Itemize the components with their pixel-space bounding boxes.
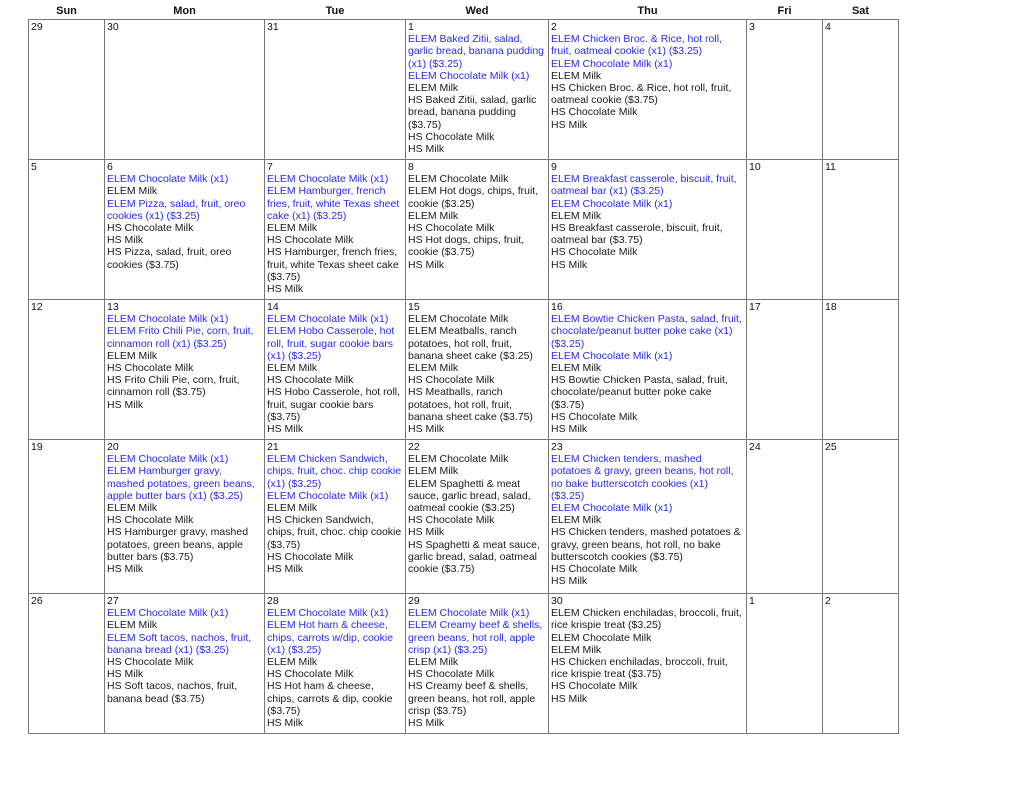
weekday-fri: Fri [777,4,792,17]
ordered-menu-item[interactable]: ELEM Chicken Broc. & Rice, hot roll, fruit, oatmeal cookie (x1) ($3.25) [551,33,722,58]
ordered-menu-item[interactable]: ELEM Chocolate Milk (x1) [551,349,673,362]
day-number: 29 [31,21,43,33]
ordered-menu-item[interactable]: ELEM Chocolate Milk (x1) [267,313,389,326]
menu-item: ELEM Milk [107,349,158,362]
menu-item: HS Hamburger, french fries, fruit, white Texas sheet cake ($3.75) [267,246,399,283]
menu-item: HS Milk [107,668,144,681]
day-cell[interactable] [823,594,899,734]
day-number: 20 [107,441,119,453]
menu-item: HS Chocolate Milk [107,222,194,235]
menu-item: HS Milk [551,118,588,131]
menu-item: HS Meatballs, ranch potatoes, hot roll, fruit, banana sheet cake ($3.75) [408,386,533,423]
menu-item: HS Milk [267,423,304,436]
day-number: 10 [749,161,761,173]
day-cell[interactable] [105,440,265,594]
day-cell[interactable] [105,300,265,440]
menu-item: HS Chocolate Milk [408,374,495,387]
menu-item: HS Chocolate Milk [267,550,354,563]
menu-item: ELEM Chocolate Milk [408,313,509,326]
ordered-menu-item[interactable]: ELEM Chocolate Milk (x1) [107,173,229,186]
ordered-menu-item[interactable]: ELEM Pizza, salad, fruit, oreo cookies (x1) ($3.25) [107,197,246,222]
ordered-menu-item[interactable]: ELEM Chocolate Milk (x1) [267,173,389,186]
menu-item: ELEM Chicken enchiladas, broccoli, fruit, rice krispie treat ($3.25) [551,607,742,632]
day-number: 21 [267,441,279,453]
day-cell[interactable] [747,440,823,594]
day-cell[interactable] [823,20,899,160]
ordered-menu-item[interactable]: ELEM Soft tacos, nachos, fruit, banana bread (x1) ($3.25) [107,631,252,656]
day-cell[interactable] [747,594,823,734]
menu-item: HS Hamburger gravy, mashed potatoes, green beans, apple butter bars ($3.75) [107,526,249,563]
ordered-menu-item[interactable]: ELEM Chocolate Milk (x1) [267,489,389,502]
day-number: 6 [107,161,113,173]
day-number: 1 [408,21,414,33]
day-number: 18 [825,301,837,313]
day-number: 2 [825,595,831,607]
menu-item: HS Milk [267,563,304,576]
menu-item: HS Milk [408,717,445,730]
menu-item: HS Chocolate Milk [408,130,495,143]
day-number: 25 [825,441,837,453]
menu-item: ELEM Milk [107,619,158,632]
menu-item: HS Chocolate Milk [408,514,495,527]
ordered-menu-item[interactable]: ELEM Frito Chili Pie, corn, fruit, cinnamon roll (x1) ($3.25) [107,325,254,350]
day-number: 2 [551,21,557,33]
menu-item: HS Chocolate Milk [551,246,638,259]
day-cell[interactable] [265,20,406,160]
day-number: 22 [408,441,420,453]
ordered-menu-item[interactable]: ELEM Chocolate Milk (x1) [551,57,673,70]
day-number: 24 [749,441,761,453]
day-cell[interactable] [747,300,823,440]
weekday-sun: Sun [56,4,77,17]
menu-item: ELEM Meatballs, ranch potatoes, hot roll, fruit, banana sheet cake ($3.25) [408,325,533,362]
menu-item: ELEM Milk [408,209,459,222]
ordered-menu-item[interactable]: ELEM Chocolate Milk (x1) [408,607,530,620]
menu-item: ELEM Chocolate Milk [408,453,509,466]
ordered-menu-item[interactable]: ELEM Baked Zitii, salad, garlic bread, banana pudding (x1) ($3.25) [408,33,545,70]
menu-item: HS Chocolate Milk [408,222,495,235]
day-number: 1 [749,595,755,607]
menu-item: ELEM Milk [551,362,602,375]
day-number: 31 [267,21,279,33]
day-number: 13 [107,301,119,313]
day-number: 27 [107,595,119,607]
ordered-menu-item[interactable]: ELEM Chocolate Milk (x1) [267,607,389,620]
ordered-menu-item[interactable]: ELEM Hamburger, french fries, fruit, white Texas sheet cake (x1) ($3.25) [267,185,400,222]
day-cell[interactable] [549,20,747,160]
day-cell[interactable] [549,300,747,440]
day-number: 12 [31,301,43,313]
day-cell[interactable] [29,300,105,440]
menu-item: HS Milk [551,692,588,705]
ordered-menu-item[interactable]: ELEM Chocolate Milk (x1) [107,607,229,620]
day-cell[interactable] [747,20,823,160]
menu-item: HS Chocolate Milk [107,656,194,669]
menu-item: ELEM Milk [408,656,459,669]
day-number: 3 [749,21,755,33]
day-cell[interactable] [549,440,747,594]
menu-item: HS Chicken tenders, mashed potatoes & gravy, green beans, hot roll, no bake butterscotch cookies ($3.75) [551,526,741,563]
menu-item: HS Milk [408,143,445,156]
day-number: 28 [267,595,279,607]
ordered-menu-item[interactable]: ELEM Chocolate Milk (x1) [551,502,673,515]
weekday-mon: Mon [173,4,196,17]
day-number: 7 [267,161,273,173]
day-cell[interactable] [549,594,747,734]
menu-item: ELEM Milk [267,656,318,669]
menu-item: HS Soft tacos, nachos, fruit, banana bead ($3.75) [107,680,238,705]
menu-item: HS Hobo Casserole, hot roll, fruit, sugar cookie bars ($3.75) [267,386,401,423]
week-row [29,160,899,300]
menu-item: ELEM Milk [551,69,602,82]
ordered-menu-item[interactable]: ELEM Chicken Sandwich, chips, fruit, choc. chip cookie (x1) ($3.25) [267,453,402,490]
ordered-menu-item[interactable]: ELEM Breakfast casserole, biscuit, fruit, oatmeal bar (x1) ($3.25) [551,173,737,198]
menu-item: HS Chocolate Milk [267,374,354,387]
ordered-menu-item[interactable]: ELEM Chocolate Milk (x1) [408,69,530,82]
day-number: 11 [825,161,836,173]
day-number: 14 [267,301,279,313]
day-number: 4 [825,21,831,33]
ordered-menu-item[interactable]: ELEM Hamburger gravy, mashed potatoes, green beans, apple butter bars (x1) ($3.25) [107,465,255,502]
day-cell[interactable] [29,594,105,734]
day-cell[interactable] [823,300,899,440]
day-cell[interactable] [406,300,549,440]
menu-item: HS Baked Zitii, salad, garlic bread, banana pudding ($3.75) [408,94,537,131]
day-cell[interactable] [265,300,406,440]
menu-item: HS Milk [551,258,588,271]
day-number: 16 [551,301,563,313]
menu-item: ELEM Milk [551,514,602,527]
menu-item: ELEM Spaghetti & meat sauce, garlic bread, salad, oatmeal cookie ($3.25) [408,477,531,515]
menu-item: HS Chocolate Milk [107,514,194,527]
menu-item: ELEM Milk [107,185,158,198]
day-cell[interactable] [265,594,406,734]
menu-item: HS Milk [408,526,445,539]
menu-item: ELEM Milk [551,643,602,656]
menu-item: ELEM Milk [107,502,158,515]
menu-item: HS Milk [551,575,588,588]
menu-item: HS Chicken Sandwich, chips, fruit, choc. chip cookie ($3.75) [267,514,402,551]
week-row [29,300,899,440]
menu-item: HS Frito Chili Pie, corn, fruit, cinnamon roll ($3.75) [107,374,240,399]
ordered-menu-item[interactable]: ELEM Chocolate Milk (x1) [107,313,229,326]
day-cell[interactable] [406,440,549,594]
day-cell[interactable] [823,440,899,594]
day-cell[interactable] [265,440,406,594]
day-cell[interactable] [265,160,406,300]
ordered-menu-item[interactable]: ELEM Chocolate Milk (x1) [551,197,673,210]
day-number: 26 [31,595,43,607]
menu-item: HS Chocolate Milk [267,668,354,681]
menu-item: HS Chocolate Milk [551,563,638,576]
menu-item: HS Milk [267,717,304,730]
menu-item: ELEM Milk [551,209,602,222]
day-number: 17 [749,301,761,313]
menu-item: HS Breakfast casserole, biscuit, fruit, oatmeal bar ($3.75) [551,222,723,247]
menu-item: HS Milk [408,258,445,271]
weekday-tue: Tue [325,4,345,17]
menu-item: ELEM Hot dogs, chips, fruit, cookie ($3.25) [408,185,539,210]
menu-item: HS Milk [107,563,144,576]
day-number: 23 [551,441,563,453]
menu-item: HS Chocolate Milk [267,234,354,247]
day-cell[interactable] [406,160,549,300]
menu-item: HS Chocolate Milk [551,410,638,423]
day-number: 30 [551,595,563,607]
day-cell[interactable] [105,160,265,300]
lunch-calendar [28,2,899,734]
day-number: 30 [107,21,119,33]
week-row [29,20,899,160]
day-cell[interactable] [29,160,105,300]
day-cell[interactable] [406,594,549,734]
menu-item: HS Chicken enchiladas, broccoli, fruit, rice krispie treat ($3.75) [551,656,728,681]
menu-item: HS Milk [107,398,144,411]
day-cell[interactable] [105,20,265,160]
menu-item: HS Pizza, salad, fruit, oreo cookies ($3.75) [107,246,232,271]
weekday-sat: Sat [851,4,870,17]
menu-item: HS Bowtie Chicken Pasta, salad, fruit, chocolate/peanut butter poke cake ($3.75) [551,374,728,411]
menu-item: ELEM Milk [267,362,318,375]
day-cell[interactable] [549,160,747,300]
week-row [29,440,899,594]
menu-item: HS Milk [408,423,445,436]
menu-item: HS Spaghetti & meat sauce, garlic bread, salad, oatmeal cookie ($3.75) [408,538,540,576]
menu-item: ELEM Chocolate Milk [408,173,509,186]
ordered-menu-item[interactable]: ELEM Chicken tenders, mashed potatoes & gravy, green beans, hot roll, no bake butterscotch cookies (x1) ($3.25) [551,453,734,502]
day-cell[interactable] [29,20,105,160]
menu-item: HS Hot ham & cheese, chips, carrots & dip, cookie ($3.75) [267,680,393,717]
menu-item: HS Chicken Broc. & Rice, hot roll, fruit, oatmeal cookie ($3.75) [551,82,732,107]
menu-item: HS Chocolate Milk [551,106,638,119]
weekday-wed: Wed [465,4,489,17]
ordered-menu-item[interactable]: ELEM Hot ham & cheese, chips, carrots w/dip, cookie (x1) ($3.25) [267,619,394,656]
weekday-thu: Thu [637,4,658,17]
menu-item: HS Milk [267,283,304,296]
menu-item: ELEM Milk [408,82,459,95]
day-number: 19 [31,441,43,453]
day-number: 29 [408,595,420,607]
ordered-menu-item[interactable]: ELEM Chocolate Milk (x1) [107,453,229,466]
menu-item: HS Milk [551,423,588,436]
ordered-menu-item[interactable]: ELEM Creamy beef & shells, green beans, hot roll, apple crisp (x1) ($3.25) [408,619,543,656]
day-number: 9 [551,161,557,173]
ordered-menu-item[interactable]: ELEM Hobo Casserole, hot roll, fruit, sugar cookie bars (x1) ($3.25) [267,325,395,362]
menu-item: HS Milk [107,234,144,247]
menu-item: HS Chocolate Milk [408,668,495,681]
day-number: 15 [408,301,420,313]
menu-item: ELEM Milk [267,222,318,235]
day-number: 8 [408,161,414,173]
menu-item: HS Hot dogs, chips, fruit, cookie ($3.75) [408,234,525,259]
day-cell[interactable] [406,20,549,160]
day-cell[interactable] [29,440,105,594]
day-cell[interactable] [105,594,265,734]
menu-item: HS Chocolate Milk [551,680,638,693]
week-row [29,594,899,734]
ordered-menu-item[interactable]: ELEM Bowtie Chicken Pasta, salad, fruit, chocolate/peanut butter poke cake (x1) ($3.25) [551,313,742,350]
menu-item: HS Creamy beef & shells, green beans, hot roll, apple crisp ($3.75) [408,680,536,717]
menu-item: ELEM Milk [408,362,459,375]
menu-item: HS Chocolate Milk [107,362,194,375]
day-cell[interactable] [823,160,899,300]
menu-item: ELEM Milk [408,465,459,478]
menu-item: ELEM Milk [267,502,318,515]
menu-item: ELEM Chocolate Milk [551,631,652,644]
day-number: 5 [31,161,37,173]
day-cell[interactable] [747,160,823,300]
weekday-header-row [29,2,899,20]
